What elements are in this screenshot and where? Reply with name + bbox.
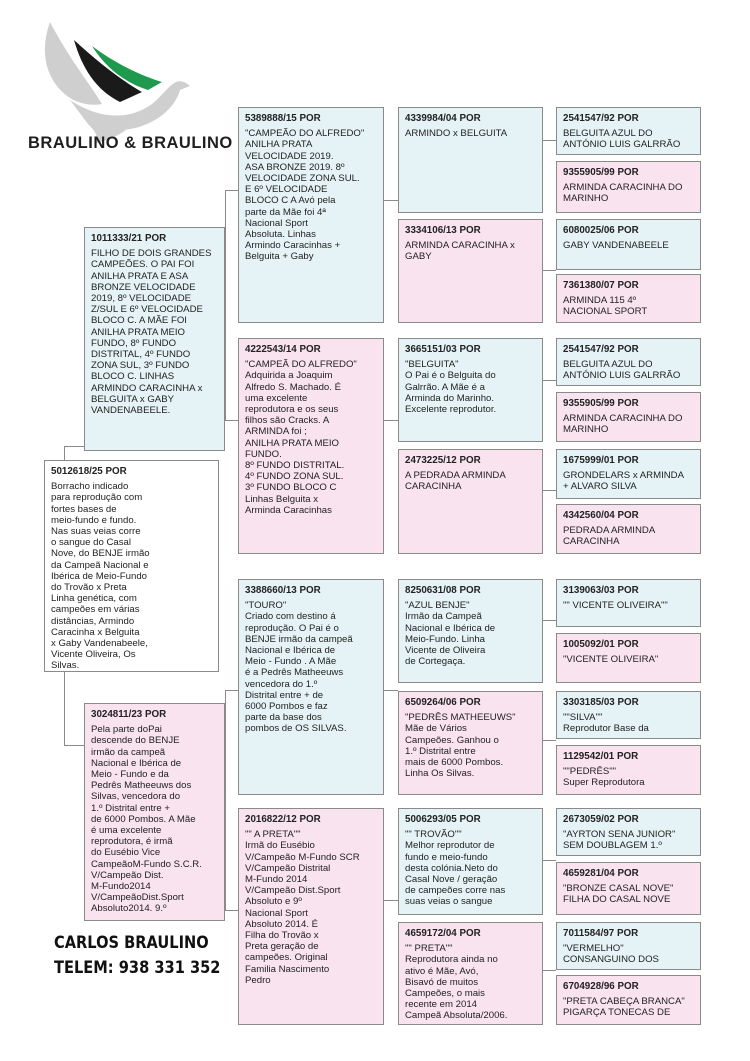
ring-number: 9355905/99 POR	[563, 398, 639, 409]
ring-number: 2016822/12 POR	[245, 814, 321, 825]
ring-number: 5012618/25 POR	[51, 466, 127, 477]
connector-line	[384, 420, 398, 421]
great-great-grandparent-card	[556, 691, 701, 739]
ring-number: 6509264/06 POR	[405, 697, 481, 708]
great-great-grandparent-card	[556, 975, 701, 1025]
card-description: "PRETA CABEÇA BRANCA" PIGARÇA TONECAS DE	[563, 996, 685, 1019]
great-great-grandparent-card	[556, 107, 701, 155]
ring-number: 3303185/03 POR	[563, 697, 639, 708]
connector-line	[225, 910, 238, 911]
connector-line	[543, 490, 556, 491]
great-great-grandparent-card	[556, 161, 701, 213]
ring-number: 3139063/03 POR	[563, 585, 639, 596]
card-description: "" A PRETA"" Irmã do Eusébio V/Campeão M-Fundo SCR V/Campeão Distrital M-Fundo 2014 V/Campeão Dist.Sport Absoluto e 9º Nacional Sport Absoluto 2014. É Filha do Trovão x Preta geração de campeões. Original Familia Nascimento Pedro	[245, 829, 360, 986]
card-description: A PEDRADA ARMINDA CARACINHA	[405, 470, 506, 493]
connector-line	[543, 380, 556, 381]
connector-line	[543, 140, 556, 141]
ring-number: 5006293/05 POR	[405, 814, 481, 825]
connector-line	[543, 620, 556, 621]
great-great-grandparent-card	[556, 504, 701, 554]
ring-number: 3334106/13 POR	[405, 225, 481, 236]
connector-line	[64, 745, 84, 746]
card-description: ""PEDRÊS"" Super Reprodutora	[563, 766, 645, 789]
grandparent-card	[238, 808, 384, 1025]
card-description: ""SILVA"" Reprodutor Base da	[563, 712, 649, 735]
card-description: PEDRADA ARMINDA CARACINHA	[563, 525, 656, 548]
connector-line	[543, 860, 556, 861]
great-grandparent-card	[398, 691, 543, 795]
ring-number: 4342560/04 POR	[563, 510, 639, 521]
ring-number: 3388660/13 POR	[245, 585, 321, 596]
ring-number: 4659281/04 POR	[563, 868, 639, 879]
great-great-grandparent-card	[556, 449, 701, 499]
card-description: "TOURO" Criado com destino á reprodução. O Pai é o BENJE irmão da campeã Nacional e Ibérica de Meio - Fundo . A Mãe é a Pedrês Matheeuws vencedora do 1.º Distrital entre + de 6000 Pombos e faz parte da base dos pombos de OS SILVAS.	[245, 600, 353, 735]
ring-number: 7361380/07 POR	[563, 280, 639, 291]
great-great-grandparent-card	[556, 862, 701, 915]
grandparent-card	[238, 579, 384, 795]
ring-number: 2541547/92 POR	[563, 344, 639, 355]
card-description: Pela parte doPai descende do BENJE irmão da campeã Nacional e Ibérica de Meio - Fundo e da Pedrês Matheeuws dos Silvas, vencedora do 1.º Distrital entre + de 6000 Pombos. A Mãe é uma excelente reprodutora, é irmã do Eusébio Vice CampeãoM-Fundo S.C.R. V/Campeão Dist. M-Fundo2014 V/CampeãoDist.Sport Absoluto2014. 9.º	[91, 724, 202, 915]
great-great-grandparent-card	[556, 274, 701, 323]
connector-line	[64, 671, 65, 745]
connector-line	[225, 190, 226, 420]
card-description: ARMINDO x BELGUITA	[405, 128, 508, 140]
great-great-grandparent-card	[556, 219, 701, 270]
connector-line	[225, 420, 238, 421]
card-description: "" PRETA"" Reprodutora ainda no ativo é Mãe, Avó, Bisavó de muitos Campeões, o mais recente em 2014 Campeã Absoluta/2006.	[405, 943, 508, 1022]
ring-number: 2541547/92 POR	[563, 113, 639, 124]
great-grandparent-card	[398, 219, 543, 323]
grandparent-card	[238, 107, 384, 323]
card-description: Borracho indicado para reprodução com fortes bases de meio-fundo e fundo. Nas suas veias corre o sangue do Casal Nove, do BENJE irmão da Campeã Nacional e Ibérica de Meio-Fundo do Trovão x Preta Linha genética, com campeões em várias distâncias, Armindo Caracinha x Belguita x Gaby Vandenabeele, Vicente Oliveira, Os Silvas.	[51, 481, 150, 672]
great-great-grandparent-card	[556, 922, 701, 970]
card-description: BELGUITA AZUL DO ANTÓNIO LUIS GALRRÃO	[563, 128, 681, 151]
connector-line	[225, 690, 226, 910]
ring-number: 8250631/08 POR	[405, 585, 481, 596]
subject-card	[44, 460, 219, 672]
card-description: GRONDELARS x ARMINDA + ALVARO SILVA	[563, 470, 685, 493]
contact-phone: TELEM: 938 331 352	[54, 958, 221, 978]
dam-card	[84, 703, 225, 921]
card-description: ARMINDA CARACINHA DO MARINHO	[563, 182, 683, 205]
great-great-grandparent-card	[556, 392, 701, 442]
card-description: ARMINDA CARACINHA DO MARINHO	[563, 413, 683, 436]
connector-line	[384, 900, 398, 901]
great-grandparent-card	[398, 922, 543, 1025]
card-description: GABY VANDENABEELE	[563, 240, 669, 252]
card-description: ARMINDA 115 4º NACIONAL SPORT	[563, 295, 648, 318]
ring-number: 1011333/21 POR	[91, 233, 167, 244]
ring-number: 4659172/04 POR	[405, 928, 481, 939]
card-description: "CAMPEÃO DO ALFREDO" ANILHA PRATA VELOCIDADE 2019. ASA BRONZE 2019. 8º VELOCIDADE ZONA SUL. E 6º VELOCIDADE BLOCO C A Avó pela parte da Mãe foi 4ª Nacional Sport Absoluta. Linhas Armindo Caracinhas + Belguita + Gaby	[245, 128, 365, 263]
great-grandparent-card	[398, 107, 543, 213]
connector-line	[64, 446, 65, 460]
card-description: ARMINDA CARACINHA x GABY	[405, 240, 515, 263]
sire-card	[84, 227, 225, 451]
ring-number: 5389888/15 POR	[245, 113, 321, 124]
ring-number: 9355905/99 POR	[563, 167, 639, 178]
card-description: "AYRTON SENA JUNIOR" SEM DOUBLAGEM 1.º	[563, 829, 676, 852]
ring-number: 3665151/03 POR	[405, 344, 481, 355]
great-grandparent-card	[398, 579, 543, 683]
connector-line	[225, 190, 238, 191]
ring-number: 6704928/96 POR	[563, 981, 639, 992]
ring-number: 1129542/01 POR	[563, 751, 639, 762]
great-great-grandparent-card	[556, 579, 701, 627]
ring-number: 3024811/23 POR	[91, 709, 167, 720]
great-great-grandparent-card	[556, 808, 701, 856]
grandparent-card	[238, 338, 384, 554]
ring-number: 2473225/12 POR	[405, 455, 481, 466]
card-description: "BRONZE CASAL NOVE" FILHA DO CASAL NOVE	[563, 883, 674, 906]
card-description: "CAMPEÃ DO ALFREDO" Adquirida a Joaquim Alfredo S. Machado. É uma excelente reprodutora e os seus filhos são Cracks. A ARMINDA foi ; ANILHA PRATA MEIO FUNDO. 8º FUNDO DISTRITAL. 4º FUNDO ZONA SUL. 3º FUNDO BLOCO C Linhas Belguita x Arminda Caracinhas	[245, 359, 357, 516]
ring-number: 1005092/01 POR	[563, 639, 639, 650]
connector-line	[543, 970, 556, 971]
brand-name: BRAULINO & BRAULINO	[28, 134, 233, 152]
ring-number: 7011584/97 POR	[563, 928, 639, 939]
connector-line	[384, 200, 398, 201]
card-description: BELGUITA AZUL DO ANTÓNIO LUIS GALRRÃO	[563, 359, 681, 382]
ring-number: 1675999/01 POR	[563, 455, 639, 466]
great-great-grandparent-card	[556, 338, 701, 386]
ring-number: 2673059/02 POR	[563, 814, 639, 825]
great-grandparent-card	[398, 338, 543, 442]
card-description: "VERMELHO" CONSANGUINO DOS	[563, 943, 659, 966]
great-great-grandparent-card	[556, 745, 701, 795]
ring-number: 4339984/04 POR	[405, 113, 481, 124]
ring-number: 6080025/06 POR	[563, 225, 639, 236]
connector-line	[384, 690, 398, 691]
connector-line	[64, 446, 84, 447]
card-description: "AZUL BENJE" Irmão da Campeã Nacional e Ibérica de Meio-Fundo. Linha Vicente de Oliveira de Cortegaça.	[405, 600, 496, 668]
ring-number: 4222543/14 POR	[245, 344, 321, 355]
connector-line	[225, 690, 238, 691]
great-grandparent-card	[398, 808, 543, 915]
great-grandparent-card	[398, 449, 543, 554]
connector-line	[543, 270, 556, 271]
card-description: "" TROVÃO"" Melhor reprodutor de fundo e meio-fundo desta colónia.Neto do Casal Nove / geração de campeões corre nas suas veias o sangue	[405, 829, 506, 908]
great-great-grandparent-card	[556, 633, 701, 683]
card-description: "VICENTE OLIVEIRA"	[563, 654, 659, 666]
card-description: "" VICENTE OLIVEIRA""	[563, 600, 668, 612]
card-description: "BELGUITA" O Pai é o Belguita do Galrrão. A Mãe é a Arminda do Marinho. Excelente reprodutor.	[405, 359, 497, 416]
contact-name: CARLOS BRAULINO	[54, 933, 209, 953]
connector-line	[543, 740, 556, 741]
card-description: "PEDRÊS MATHEEUWS" Mãe de Vários Campeões. Ganhou o 1.º Distrital entre mais de 6000 Pombos. Linha Os Silvas.	[405, 712, 516, 780]
card-description: FILHO DE DOIS GRANDES CAMPEÕES. O PAI FOI ANILHA PRATA E ASA BRONZE VELOCIDADE 2019, 8º VELOCIDADE Z/SUL E 6º VELOCIDADE BLOCO C. A MÃE FOI ANILHA PRATA MEIO FUNDO, 8º FUNDO DISTRITAL, 4º FUNDO ZONA SUL, 3º FUNDO BLOCO C. LINHAS ARMINDO CARACINHA x BELGUITA x GABY VANDENABEELE.	[91, 248, 212, 417]
